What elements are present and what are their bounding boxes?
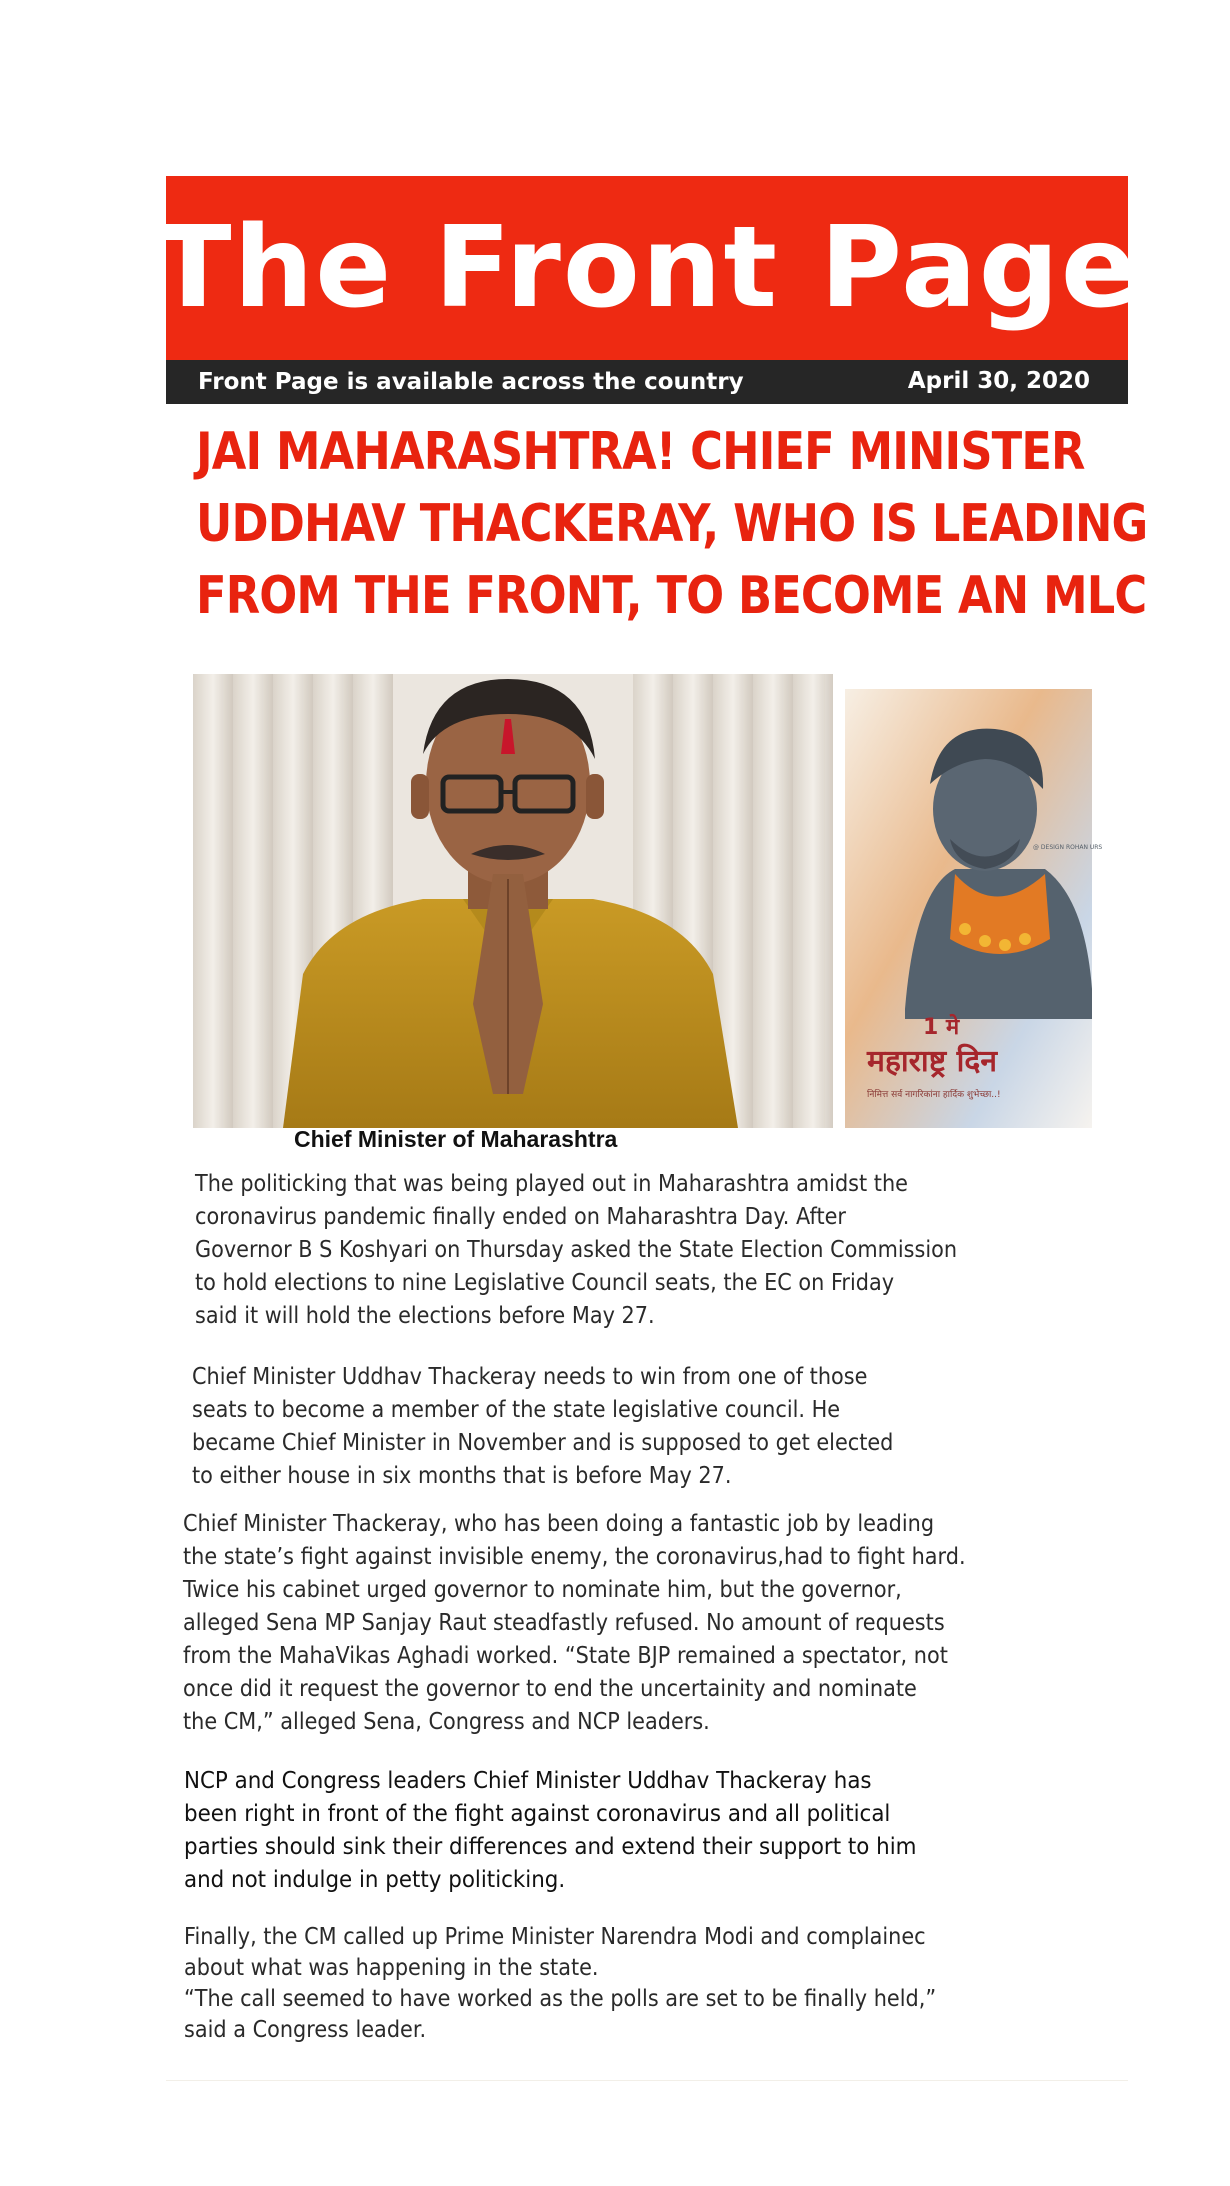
paragraph-line: The politicking that was being played out in Maharashtra amidst the (195, 1171, 908, 1197)
chief-minister-photo (193, 674, 825, 1128)
article-paragraph (192, 1361, 893, 1493)
headline-line: FROM THE FRONT, TO BECOME AN MLC (196, 566, 1147, 626)
poster-title: महाराष्ट्र दिन (867, 1044, 997, 1079)
paragraph-line: said a Congress leader. (184, 2017, 427, 2043)
poster-date: 1 मे (923, 1015, 960, 1040)
article-paragraph (195, 1168, 957, 1333)
paragraph-line: Chief Minister Uddhav Thackeray needs to win from one of those (192, 1364, 868, 1390)
paragraph-line: Twice his cabinet urged governor to nominate him, but the governor, (183, 1577, 902, 1603)
photo-caption: Chief Minister of Maharashtra (294, 1126, 618, 1152)
paragraph-line: been right in front of the fight against coronavirus and all political (184, 1801, 891, 1827)
paragraph-line: Chief Minister Thackeray, who has been doing a fantastic job by leading (183, 1511, 935, 1537)
masthead-tagline: Front Page is available across the country (198, 369, 744, 395)
poster-credit: @ DESIGN ROHAN URS (1033, 844, 1103, 851)
paragraph-line: NCP and Congress leaders Chief Minister Uddhav Thackeray has (184, 1768, 872, 1794)
paragraph-line: coronavirus pandemic finally ended on Maharashtra Day. After (195, 1204, 846, 1230)
maharashtra-day-illustration (845, 689, 1103, 1128)
paragraph-line: seats to become a member of the state legislative council. He (192, 1397, 841, 1423)
article-paragraph (183, 1508, 966, 1739)
paragraph-line: once did it request the governor to end the uncertainity and nominate (183, 1676, 917, 1702)
paragraph-line: and not indulge in petty politicking. (184, 1867, 566, 1893)
article-paragraph (184, 1765, 917, 1897)
page-bottom-rule (166, 2080, 1128, 2081)
headline-line: JAI MAHARASHTRA! CHIEF MINISTER (196, 422, 1085, 482)
masthead-title: The Front Page (155, 203, 1139, 333)
paragraph-line: became Chief Minister in November and is supposed to get elected (192, 1430, 894, 1456)
paragraph-line: Governor B S Koshyari on Thursday asked the State Election Commission (195, 1237, 958, 1263)
headline-line: UDDHAV THACKERAY, WHO IS LEADING (196, 494, 1148, 554)
paragraph-line: to hold elections to nine Legislative Council seats, the EC on Friday (195, 1270, 895, 1296)
masthead-subbar (166, 360, 1128, 404)
paragraph-line: parties should sink their differences and extend their support to him (184, 1834, 917, 1860)
poster-greeting: निमित्त सर्व नागरिकांना हार्दिक शुभेच्छा..! (867, 1090, 1001, 1100)
paragraph-line: the CM,” alleged Sena, Congress and NCP leaders. (183, 1709, 710, 1735)
paragraph-line: from the MahaVikas Aghadi worked. “State BJP remained a spectator, not (183, 1643, 948, 1669)
chief-minister-illustration (193, 674, 825, 1128)
paragraph-line: about what was happening in the state. (184, 1955, 599, 1981)
paragraph-line: Finally, the CM called up Prime Minister Narendra Modi and complainec (184, 1924, 926, 1950)
paragraph-line: the state’s fight against invisible enemy, the coronavirus,had to fight hard. (183, 1544, 966, 1570)
paragraph-line: “The call seemed to have worked as the polls are set to be finally held,” (184, 1986, 937, 2012)
paragraph-line: alleged Sena MP Sanjay Raut steadfastly refused. No amount of requests (183, 1610, 945, 1636)
issue-date: April 30, 2020 (907, 368, 1090, 394)
maharashtra-day-poster (845, 689, 1103, 1128)
masthead (155, 176, 1139, 360)
article-paragraph (184, 1922, 936, 2046)
paragraph-line: to either house in six months that is before May 27. (192, 1463, 732, 1489)
paragraph-line: said it will hold the elections before May 27. (195, 1303, 655, 1329)
article-headline (196, 416, 1148, 632)
